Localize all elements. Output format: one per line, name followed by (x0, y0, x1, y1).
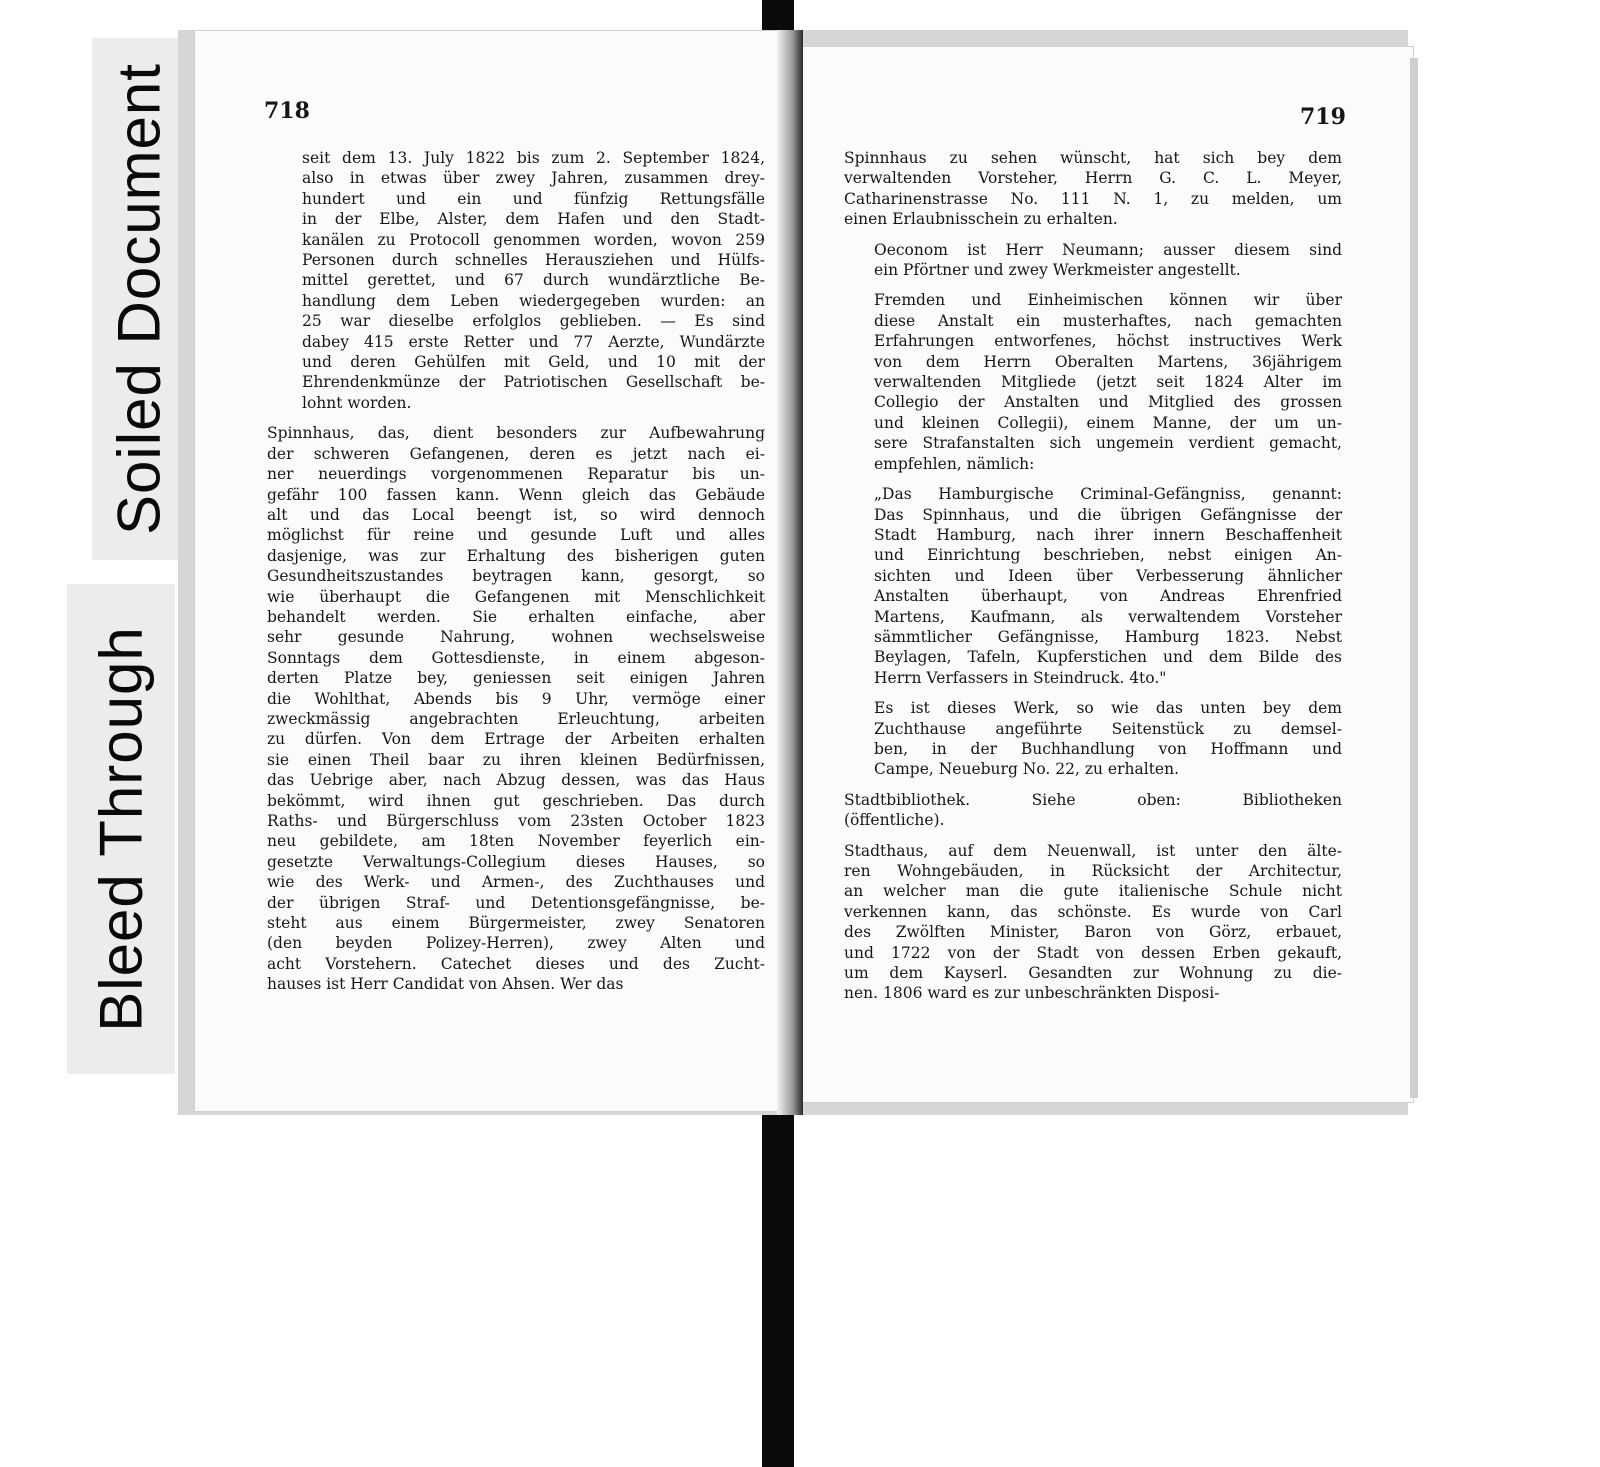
text-line: (öffentliche). (844, 811, 945, 830)
text-line: Martens, Kaufmann, als verwaltendem Vorsteher (874, 607, 1342, 626)
page-number-left: 718 (264, 98, 310, 124)
text-line: mittel gerettet, und 67 durch wundärztliche Be- (302, 271, 765, 290)
text-line: Beylagen, Tafeln, Kupferstichen und dem Bilde des (874, 648, 1342, 667)
text-line: verwaltenden Vorsteher, Herrn G. C. L. Meyer, (844, 169, 1342, 188)
paragraph-empfehlung (844, 290, 1342, 474)
text-line: sehr gesunde Nahrung, wohnen wechselsweise (267, 628, 765, 647)
paragraph-oeconom (844, 240, 1342, 281)
text-line: „Das Hamburgische Criminal-Gefängniss, genannt: (874, 485, 1342, 504)
text-line: Sonntags dem Gottesdienste, in einem abgeson- (267, 648, 765, 667)
soiled-document-label (92, 38, 186, 560)
text-line: wie überhaupt die Gefangenen mit Menschlichkeit (267, 587, 765, 606)
text-line: also in etwas über zwey Jahren, zusammen drey- (302, 169, 765, 188)
text-line: Erfahrungen entworfenes, höchst instructives Werk (874, 332, 1342, 351)
text-line: ner neuerdings vorgenommenen Reparatur bis un- (267, 465, 765, 484)
paragraph-rettungsfaelle (267, 148, 765, 413)
text-line: der übrigen Straf- und Detentionsgefängnisse, be- (267, 893, 765, 912)
paragraph-bezug (844, 698, 1342, 780)
page-edge (1410, 58, 1418, 1098)
text-line: zweckmässig angebrachten Erleuchtung, arbeiten (267, 709, 765, 728)
text-line: Fremden und Einheimischen können wir über (874, 291, 1342, 310)
text-line: Oeconom ist Herr Neumann; ausser diesem sind (874, 240, 1342, 259)
paragraph-buchtitel (844, 484, 1342, 688)
text-line: handlung dem Leben wiedergegeben wurden: an (302, 291, 765, 310)
page-number-right: 719 (1300, 104, 1346, 130)
left-text-column (267, 148, 765, 995)
text-line: Campe, Neueburg No. 22, zu erhalten. (874, 760, 1180, 779)
bleed-through-label (67, 584, 175, 1074)
text-line: neu gebildete, am 18ten November feyerlich ein- (267, 832, 765, 851)
text-line: wie des Werk- und Armen-, des Zuchthauses und (267, 873, 765, 892)
right-text-column (844, 148, 1342, 1004)
text-line: seit dem 13. July 1822 bis zum 2. September 1824, (302, 149, 765, 167)
text-line: von dem Herrn Oberalten Martens, 36jährigem (874, 352, 1342, 371)
text-line: empfehlen, nämlich: (874, 454, 1035, 473)
text-line: acht Vorstehern. Catechet dieses und des Zucht- (267, 954, 765, 973)
text-line: Das Spinnhaus, und die übrigen Gefängnisse der (874, 505, 1342, 524)
text-line: behandelt werden. Sie erhalten einfache, aber (267, 607, 765, 626)
text-line: dasjenige, was zur Erhaltung des bisherigen guten (267, 546, 765, 565)
text-line: einen Erlaubnisschein zu erhalten. (844, 210, 1118, 229)
text-line: ben, in der Buchhandlung von Hoffmann und (874, 739, 1342, 758)
text-line: 25 war dieselbe erfolglos geblieben. — Es sind (302, 312, 765, 331)
text-line: nen. 1806 ward es zur unbeschränkten Disposi- (844, 984, 1220, 1003)
text-line: Spinnhaus, das, dient besonders zur Aufbewahrung (267, 424, 765, 443)
paragraph-vorsteher (844, 148, 1342, 230)
text-line: zu dürfen. Von dem Ertrage der Arbeiten erhalten (267, 730, 765, 749)
text-line: Stadthaus, auf dem Neuenwall, ist unter den älte- (844, 841, 1342, 860)
text-line: bekömmt, wird ihnen gut geschrieben. Das durch (267, 791, 765, 810)
text-line: möglichst für reine und gesunde Luft und alles (267, 526, 765, 545)
text-line: diese Anstalt ein musterhaftes, nach gemachten (874, 311, 1342, 330)
text-line: das Uebrige aber, nach Abzug dessen, was das Haus (267, 771, 765, 790)
text-line: und Einrichtung beschrieben, nebst einigen An- (874, 546, 1342, 565)
text-line: Stadt Hamburg, nach ihrer innern Beschaffenheit (874, 525, 1342, 544)
text-line: alt und das Local beengt ist, so wird dennoch (267, 505, 765, 524)
text-line: dabey 415 erste Retter und 77 Aerzte, Wundärzte (302, 332, 765, 351)
spine-band-bottom (762, 1110, 794, 1467)
bleed-through-text: Bleed Through (87, 626, 155, 1032)
text-line: verkennen kann, das schönste. Es wurde von Carl (844, 902, 1342, 921)
entry-spinnhaus (267, 423, 765, 994)
entry-stadtbibliothek (844, 790, 1342, 831)
text-line: in der Elbe, Alster, dem Hafen und den Stadt- (302, 210, 765, 229)
text-line: Stadtbibliothek. Siehe oben: Bibliotheken (844, 790, 1342, 809)
text-line: hauses ist Herr Candidat von Ahsen. Wer das (267, 975, 624, 994)
text-line: Gesundheitszustandes beytragen kann, gesorgt, so (267, 567, 765, 586)
entry-stadthaus (844, 841, 1342, 1004)
text-line: an welcher man die gute italienische Schule nicht (844, 882, 1342, 901)
text-line: Zuchthause angeführte Seitenstück zu demsel- (874, 719, 1342, 738)
text-line: verwaltenden Mitgliede (jetzt seit 1824 Alter im (874, 373, 1342, 392)
text-line: um dem Kayserl. Gesandten zur Wohnung zu die- (844, 964, 1342, 983)
text-line: und kleinen Collegii), einem Manne, der um un- (874, 413, 1342, 432)
text-line: gefähr 100 fassen kann. Wenn gleich das Gebäude (267, 485, 765, 504)
text-line: gesetzte Verwaltungs-Collegium dieses Hauses, so (267, 852, 765, 871)
text-line: derten Platze bey, geniessen seit einigen Jahren (267, 669, 765, 688)
text-line: Ehrendenkmünze der Patriotischen Gesellschaft be- (302, 373, 765, 392)
text-line: Es ist dieses Werk, so wie das unten bey dem (874, 699, 1342, 718)
text-line: sichten und Ideen über Verbesserung ähnlicher (874, 566, 1342, 585)
text-line: Collegio der Anstalten und Mitglied des grossen (874, 393, 1342, 412)
text-line: Raths- und Bürgerschluss vom 23sten October 1823 (267, 812, 765, 830)
text-line: der schweren Gefangenen, deren es jetzt nach ei- (267, 444, 765, 463)
soiled-document-text: Soiled Document (105, 63, 173, 535)
text-line: sie einen Theil baar zu ihren kleinen Bedürfnissen, (267, 750, 765, 769)
text-line: ein Pförtner und zwey Werkmeister angestellt. (874, 261, 1241, 280)
text-line: des Zwölften Minister, Baron von Görz, erbauet, (844, 923, 1342, 942)
text-line: (den beyden Polizey-Herren), zwey Alten und (267, 934, 765, 953)
text-line: und deren Gehülfen mit Geld, und 10 mit der (302, 353, 765, 372)
text-line: kanälen zu Protocoll genommen worden, wovon 259 (302, 230, 765, 249)
text-line: steht aus einem Bürgermeister, zwey Senatoren (267, 914, 765, 933)
text-line: lohnt worden. (302, 393, 412, 412)
text-line: die Wohlthat, Abends bis 9 Uhr, vermöge einer (267, 689, 765, 708)
gutter-fold (777, 30, 803, 1115)
text-line: hundert und ein und fünfzig Rettungsfälle (302, 189, 765, 208)
text-line: Catharinenstrasse No. 111 N. 1, zu melden, um (844, 189, 1342, 208)
text-line: Spinnhaus zu sehen wünscht, hat sich bey dem (844, 149, 1342, 167)
text-line: ren Wohngebäuden, in Rücksicht der Architectur, (844, 862, 1342, 880)
text-line: sämmtlicher Gefängnisse, Hamburg 1823. Nebst (874, 627, 1342, 646)
text-line: sere Strafanstalten sich ungemein verdient gemacht, (874, 434, 1342, 453)
text-line: und 1722 von der Stadt von dessen Erben gekauft, (844, 943, 1342, 962)
text-line: Herrn Verfassers in Steindruck. 4to." (874, 668, 1167, 687)
text-line: Anstalten überhaupt, von Andreas Ehrenfried (874, 587, 1342, 606)
text-line: Personen durch schnelles Herausziehen und Hülfs- (302, 251, 765, 270)
